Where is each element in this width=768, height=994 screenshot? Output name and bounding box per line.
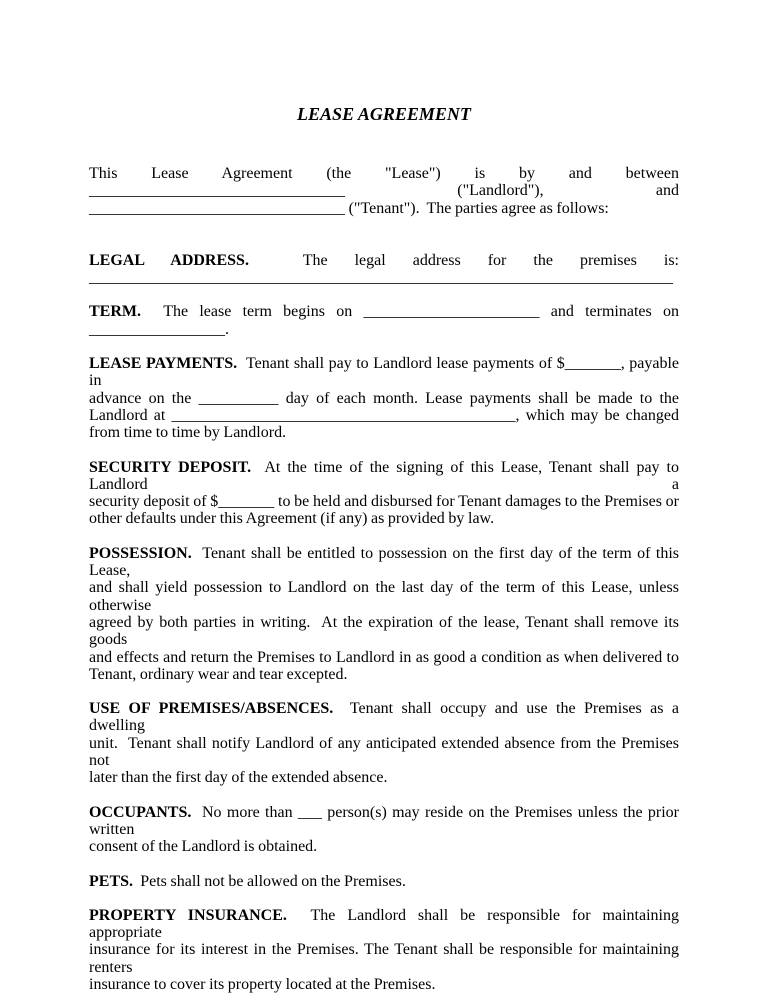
paragraph-line: Landlord at ___________________________________________, which may be changed (89, 406, 679, 424)
section-security-deposit (89, 459, 679, 528)
paragraph-line (89, 545, 679, 580)
section-text: Pets shall not be allowed on the Premises. (133, 872, 406, 890)
section-term (89, 303, 679, 338)
paragraph-line: other defaults under this Agreement (if any) as provided by law. (89, 510, 495, 528)
paragraph-line: advance on the __________ day of each month. Lease payments shall be made to the (89, 389, 679, 407)
intro-line-2-landlord-blank: ________________________________ ("Landlord"), and (89, 182, 679, 200)
paragraph-line: security deposit of $_______ to be held and disbursed for Tenant damages to the Premises or (89, 493, 679, 511)
intro-line-1: This Lease Agreement (the "Lease") is by and between (89, 165, 679, 182)
section-text: The Landlord shall be responsible for maintaining appropriate (89, 906, 679, 942)
section-occupants (89, 804, 679, 856)
paragraph-line: unit. Tenant shall notify Landlord of any anticipated extended absence from the Premises not (89, 734, 679, 770)
paragraph-line (89, 907, 679, 942)
term-end-blank-line: _________________. (89, 320, 229, 338)
section-heading-occupants: OCCUPANTS. (89, 803, 192, 821)
section-text: The legal address for the premises is: (248, 251, 679, 269)
address-blank-line: _________________________________________________________________________ (89, 269, 673, 287)
paragraph-line: from time to time by Landlord. (89, 424, 287, 442)
section-heading-property-insurance: PROPERTY INSURANCE. (89, 906, 287, 924)
paragraph-line: and effects and return the Premises to Landlord in as good a condition as when delivered to (89, 648, 679, 666)
section-text: Tenant shall occupy and use the Premises as a dwelling (89, 700, 680, 735)
section-heading-security-deposit: SECURITY DEPOSIT. (89, 458, 252, 476)
paragraph-line: and shall yield possession to Landlord on the last day of the term of this Lease, unless otherwise (89, 579, 679, 614)
section-heading-term: TERM. (89, 303, 141, 321)
section-text: No more than ___ person(s) may reside on the Premises unless the prior written (89, 803, 679, 838)
paragraph-line: insurance to cover its property located at the Premises. (89, 975, 436, 993)
section-heading-lease-payments: LEASE PAYMENTS. (89, 355, 238, 373)
paragraph-line (89, 303, 679, 320)
section-text: Tenant shall be entitled to possession on the first day of the term of this Lease, (89, 544, 679, 580)
intro-line-3-tenant-blank: ________________________________ ("Tenant"). The parties agree as follows: (89, 199, 609, 217)
document-title: LEASE AGREEMENT (297, 104, 471, 124)
paragraph-line (89, 700, 679, 735)
section-heading-possession: POSSESSION. (89, 544, 192, 562)
section-text: Tenant shall pay to Landlord lease payments of $_______, payable in (89, 355, 680, 390)
section-use-of-premises (89, 700, 679, 786)
section-possession (89, 545, 679, 683)
section-text: At the time of the signing of this Lease, Tenant shall pay to Landlord a (89, 458, 680, 493)
section-text: The lease term begins on ______________________ and terminates on (141, 303, 679, 321)
section-property-insurance (89, 907, 679, 993)
section-lease-payments (89, 355, 679, 441)
section-heading-legal-address: LEGAL ADDRESS. (89, 251, 249, 269)
paragraph-line (89, 355, 679, 390)
paragraph-line: consent of the Landlord is obtained. (89, 838, 318, 856)
paragraph-line (89, 873, 679, 890)
section-heading-pets: PETS. (89, 872, 134, 890)
paragraph-line: later than the first day of the extended absence. (89, 769, 388, 787)
section-legal-address (89, 252, 679, 287)
section-heading-use-of-premises: USE OF PREMISES/ABSENCES. (89, 700, 334, 718)
paragraph-line (89, 252, 679, 269)
paragraph-line (89, 804, 679, 839)
paragraph-line: Tenant, ordinary wear and tear excepted. (89, 665, 348, 683)
paragraph-line: agreed by both parties in writing. At the expiration of the lease, Tenant shall remove its goods (89, 613, 679, 649)
paragraph-line (89, 459, 679, 494)
intro-paragraph (89, 165, 679, 217)
paragraph-line: insurance for its interest in the Premises. The Tenant shall be responsible for maintaining renters (89, 941, 679, 976)
section-pets (89, 873, 679, 890)
